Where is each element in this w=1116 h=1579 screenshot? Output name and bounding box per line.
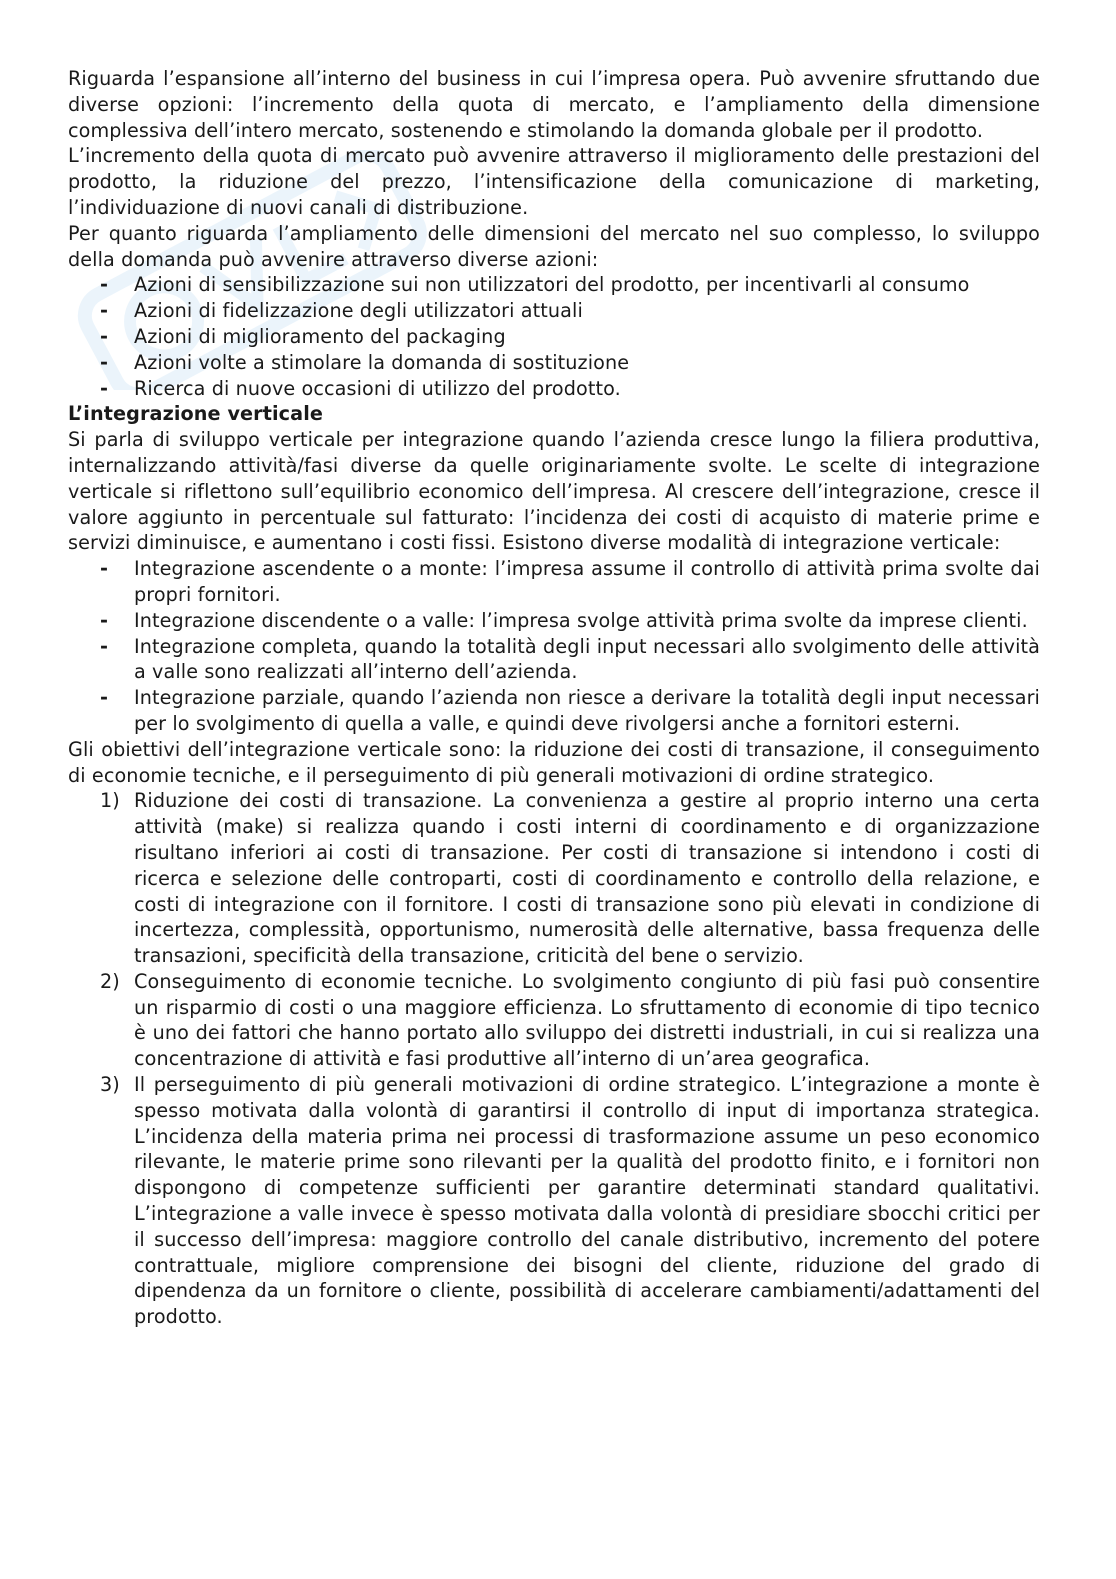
list-item-text: Integrazione discendente o a valle: l’impresa svolge attività prima svolte da imprese clienti. <box>134 608 1028 632</box>
list-number: 3) <box>100 1073 120 1097</box>
list-item-text: Integrazione completa, quando la totalità degli input necessari allo svolgimento delle attività a valle sono realizzati all’interno dell’azienda. <box>134 634 1040 684</box>
dash-bullet: - <box>100 299 109 323</box>
list-item-text: Integrazione ascendente o a monte: l’impresa assume il controllo di attività prima svolte dai propri fornitori. <box>134 557 1040 606</box>
dash-bullet: - <box>100 608 109 632</box>
list-item-text: Azioni volte a stimolare la domanda di sostituzione <box>134 350 630 374</box>
list-item-text: Azioni di fidelizzazione degli utilizzatori attuali <box>134 299 583 323</box>
objectives-list <box>68 788 1040 1330</box>
list-item-text: Integrazione parziale, quando l’azienda non riesce a derivare la totalità degli input necessari per lo svolgimento di quella a valle, e quindi deve rivolgersi anche a fornitori esterni. <box>134 686 1040 735</box>
list-item-text: Azioni di miglioramento del packaging <box>134 324 506 348</box>
document-page <box>68 66 1040 1330</box>
intro-paragraph-2: L’incremento della quota di mercato può avvenire attraverso il miglioramento delle prestazioni del prodotto, la riduzione del prezzo, l’intensificazione della comunicazione di marketing, l’individuazione di nuovi canali di distribuzione. <box>68 144 1040 219</box>
vertical-paragraph-2: Gli obiettivi dell’integrazione verticale sono: la riduzione dei costi di transazione, il conseguimento di economie tecniche, e il perseguimento di più generali motivazioni di ordine strategico. <box>68 737 1040 787</box>
list-item <box>68 1072 1040 1330</box>
dash-bullet: - <box>100 350 109 374</box>
list-item <box>68 298 1040 324</box>
list-item <box>68 788 1040 969</box>
list-item-text: Conseguimento di economie tecniche. Lo svolgimento congiunto di più fasi può consentire un risparmio di costi o una maggiore efficienza. Lo sfruttamento di economie di tipo tecnico è uno dei fattori che hanno portato allo sviluppo dei distretti industriali, in cui si realizza una concentrazione di attività e fasi produttive all’interno di un’area geografica. <box>134 969 1040 1071</box>
dash-bullet: - <box>100 324 109 348</box>
dash-bullet: - <box>100 557 109 581</box>
list-item-text: Ricerca di nuove occasioni di utilizzo del prodotto. <box>134 376 621 400</box>
list-item <box>68 685 1040 737</box>
list-item <box>68 634 1040 686</box>
section-heading: L’integrazione verticale <box>68 402 323 426</box>
dash-bullet: - <box>100 376 109 400</box>
list-item <box>68 608 1040 634</box>
dash-bullet: - <box>100 273 109 297</box>
list-item <box>68 272 1040 298</box>
list-item <box>68 969 1040 1072</box>
dash-bullet: - <box>100 686 109 710</box>
actions-list <box>68 272 1040 401</box>
list-item-text: Azioni di sensibilizzazione sui non utilizzatori del prodotto, per incentivarli al consumo <box>134 273 970 297</box>
vertical-paragraph-1: Si parla di sviluppo verticale per integrazione quando l’azienda cresce lungo la filiera produttiva, internalizzando attività/fasi diverse da quelle originariamente svolte. Le scelte di integrazione verticale si riflettono sull’equilibrio economico dell’impresa. Al crescere dell’integrazione, cresce il valore aggiunto in percentuale sul fatturato: l’incidenza dei costi di acquisto di materie prime e servizi diminuisce, e aumentano i costi fissi. Esistono diverse modalità di integrazione verticale: <box>68 428 1040 555</box>
integration-modes-list <box>68 556 1040 737</box>
list-item-text: Il perseguimento di più generali motivazioni di ordine strategico. L’integrazione a monte è spesso motivata dalla volontà di garantirsi il controllo di input di importanza strategica. L’incidenza della materia prima nei processi di trasformazione assume un peso economico rilevante, le materie prime sono rilevanti per la qualità del prodotto finito, e i fornitori non dispongono di competenze sufficienti per garantire determinati standard qualitativi. L’integrazione a valle invece è spesso motivata dalla volontà di presidiare sbocchi critici per il successo dell’impresa: maggiore controllo del canale distributivo, incremento del potere contrattuale, migliore comprensione dei bisogni del cliente, riduzione del grado di dipendenza da un fornitore o cliente, possibilità di accelerare cambiamenti/adattamenti del prodotto. <box>134 1073 1040 1329</box>
list-number: 2) <box>100 969 120 993</box>
list-item <box>68 376 1040 402</box>
dash-bullet: - <box>100 634 109 658</box>
list-number: 1) <box>100 789 120 813</box>
intro-paragraph-1: Riguarda l’espansione all’interno del business in cui l’impresa opera. Può avvenire sfruttando due diverse opzioni: l’incremento della quota di mercato, e l’ampliamento della dimensione complessiva dell’intero mercato, sostenendo e stimolando la domanda globale per il prodotto. <box>68 67 1040 142</box>
list-item-text: Riduzione dei costi di transazione. La convenienza a gestire al proprio interno una certa attività (make) si realizza quando i costi interni di coordinamento e di organizzazione risultano inferiori ai costi di transazione. Per costi di transazione si intendono i costi di ricerca e selezione delle controparti, costi di coordinamento e controllo della relazione, e costi di integrazione con il fornitore. I costi di transazione sono più elevati in condizione di incertezza, complessità, opportunismo, numerosità delle alternative, bassa frequenza delle transazioni, specificità della transazione, criticità del bene o servizio. <box>134 789 1040 968</box>
intro-paragraph-3: Per quanto riguarda l’ampliamento delle dimensioni del mercato nel suo complesso, lo sviluppo della domanda può avvenire attraverso diverse azioni: <box>68 221 1040 271</box>
list-item <box>68 556 1040 608</box>
list-item <box>68 324 1040 350</box>
list-item <box>68 350 1040 376</box>
